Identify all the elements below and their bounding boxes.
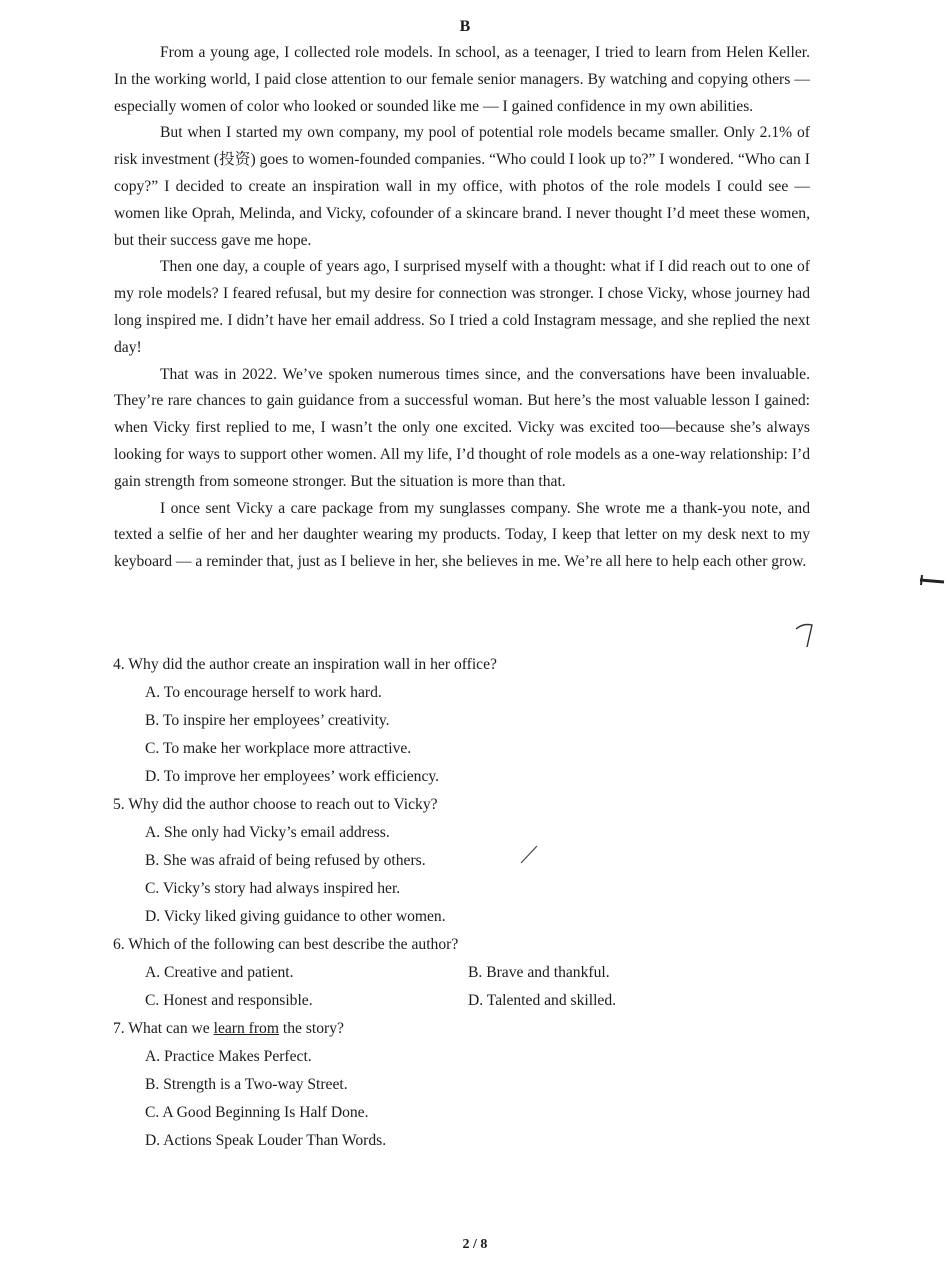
pencil-mark-slash [518,842,540,866]
reading-passage [114,40,810,576]
option-b: B. Strength is a Two-way Street. [145,1076,348,1093]
passage-paragraph-5: I once sent Vicky a care package from my sunglasses company. She wrote me a thank-you note, and texted a selfie of her and her daughter wearing my products. Today, I keep that letter on my desk next to my keyboard — a reminder that, just as I believe in her, she believes in me. We’re all here to help each other grow. [114,499,810,571]
option-c: C. A Good Beginning Is Half Done. [145,1104,369,1121]
passage-paragraph-3: Then one day, a couple of years ago, I surprised myself with a thought: what if I did reach out to one of my role models? I feared refusal, but my desire for connection was stronger. I chose Vicky, whose journey had long inspired me. I didn’t have her email address. So I tried a cold Instagram message, and she replied the next day! [114,258,810,356]
section-letter: B [459,18,471,35]
passage-paragraph-2: But when I started my own company, my pool of potential role models became smaller. Only 2.1% of risk investment (投资) goes to women-founded companies. “Who could I look up to?” I wondered. “Who can I copy?” I decided to create an inspiration wall in my office, with photos of the role models I could see — women like Oprah, Melinda, and Vicky, cofounder of a skincare brand. I never thought I’d meet these women, but their success gave me hope. [114,124,810,249]
question-list [113,651,813,1155]
option-a: A. Creative and patient. [145,964,294,981]
option-b: B. To inspire her employees’ creativity. [145,712,390,729]
option-d: D. Vicky liked giving guidance to other women. [145,908,446,925]
question-7 [113,1015,813,1155]
option-c: C. To make her workplace more attractive. [145,740,412,757]
question-stem: 4. Why did the author create an inspiration wall in her office? [113,656,497,673]
option-c: C. Vicky’s story had always inspired her. [145,880,401,897]
option-c: C. Honest and responsible. [145,992,313,1009]
question-stem: 6. Which of the following can best describe the author? [113,936,459,953]
option-d: D. Talented and skilled. [468,992,617,1009]
stem-underlined-phrase: learn from [213,1020,279,1037]
pencil-mark-seven [793,620,819,650]
option-d: D. To improve her employees’ work efficiency. [145,768,440,785]
option-b: B. Brave and thankful. [468,964,610,981]
option-a: A. Practice Makes Perfect. [145,1048,312,1065]
option-grid [113,959,813,1015]
question-6 [113,931,813,1015]
passage-paragraph-1: From a young age, I collected role models. In school, as a teenager, I tried to learn from Helen Keller. In the working world, I paid close attention to our female senior managers. By watching and copying others — especially women of color who looked or sounded like me — I gained confidence in my own abilities. [114,44,810,115]
pencil-mark-dash [918,572,946,588]
question-stem [113,1015,813,1043]
stem-prefix: 7. What can we [113,1020,214,1037]
option-a: A. To encourage herself to work hard. [145,684,382,701]
question-5 [113,791,813,931]
passage-paragraph-4: That was in 2022. We’ve spoken numerous times since, and the conversations have been invaluable. They’re rare chances to gain guidance from a successful woman. But here’s the most valuable lesson I gained: when Vicky first replied to me, I wasn’t the only one excited. Vicky was excited too—because she’s always looking for ways to support other women. All my life, I’d thought of role models as a one-way relationship: I’d gain strength from someone stronger. But the situation is more than that. [114,365,810,490]
question-4 [113,651,813,791]
question-stem: 5. Why did the author choose to reach out to Vicky? [113,796,438,813]
option-a: A. She only had Vicky’s email address. [145,824,390,841]
stem-suffix: the story? [278,1020,344,1037]
option-d: D. Actions Speak Louder Than Words. [145,1132,387,1149]
option-b: B. She was afraid of being refused by others. [145,852,426,869]
page-number: 2 / 8 [462,1237,488,1252]
